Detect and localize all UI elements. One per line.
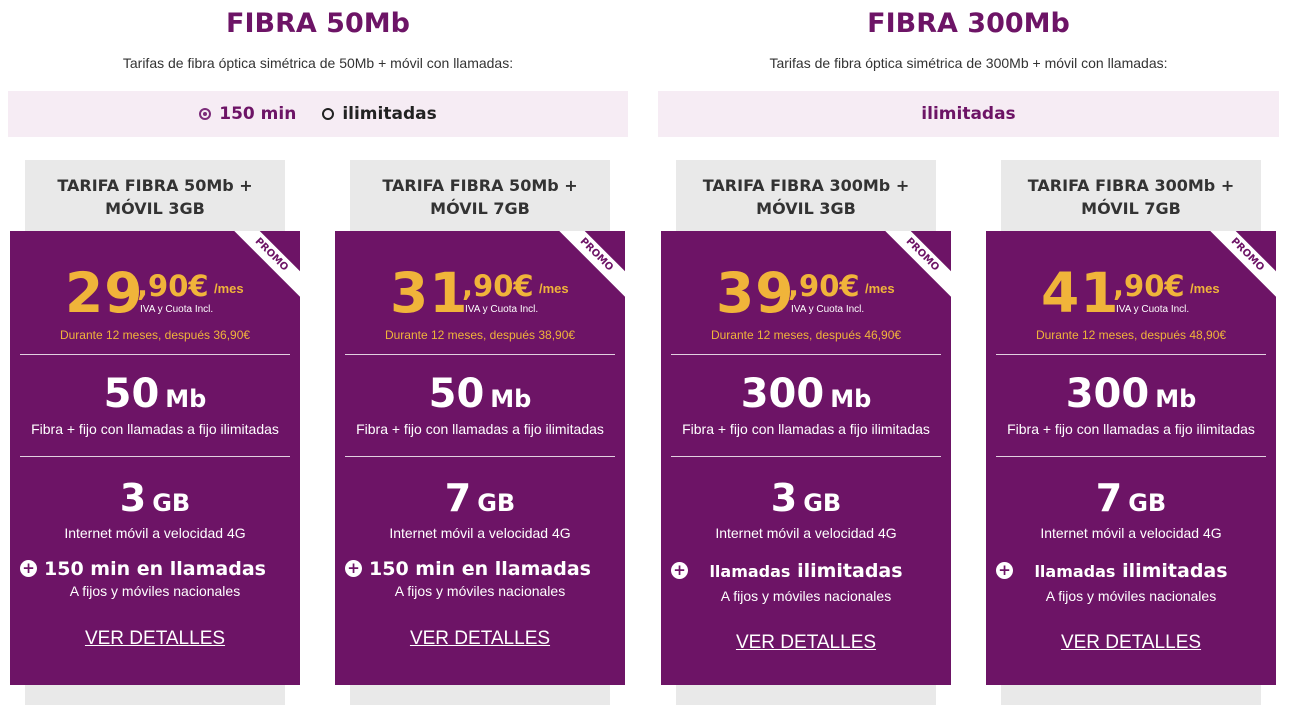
card-title-line: TARIFA FIBRA 50Mb +	[382, 176, 578, 195]
data-description: Internet móvil a velocidad 4G	[64, 525, 246, 541]
price-after-promo: Durante 12 meses, después 48,90€	[1035, 328, 1227, 342]
price-after-promo: Durante 12 meses, después 38,90€	[384, 328, 576, 342]
card-title	[676, 160, 936, 231]
card-footer	[25, 685, 285, 705]
option-150-min[interactable]	[199, 104, 296, 124]
card-title-line: TARIFA FIBRA 300Mb +	[702, 176, 910, 195]
price-decimal: ,90€	[1113, 269, 1185, 303]
option-ilimitadas[interactable]	[322, 104, 436, 124]
card-footer	[1001, 685, 1261, 705]
calls-label: 150 min en llamadas	[44, 558, 266, 580]
price-decimal: ,90€	[788, 269, 860, 303]
price-period: /mes	[865, 281, 895, 296]
price-after-promo: Durante 12 meses, después 46,90€	[710, 328, 902, 342]
mobile-data	[10, 475, 300, 529]
card-title-line: MÓVIL 3GB	[756, 199, 856, 218]
details-link[interactable]: VER DETALLES	[409, 628, 551, 649]
plus-icon: +	[671, 562, 688, 579]
speed-unit: Mb	[490, 385, 532, 413]
data-value: 7	[1095, 476, 1123, 520]
calls-feature	[671, 557, 941, 585]
speed-unit: Mb	[1155, 385, 1197, 413]
card-title-line: MÓVIL 3GB	[105, 199, 205, 218]
card-body	[10, 231, 300, 685]
calls-prefix: llamadas	[709, 562, 791, 581]
promo-ribbon: PROMO	[219, 231, 300, 307]
promo-ribbon: PROMO	[544, 231, 625, 307]
card-title	[1001, 160, 1261, 231]
calls-label: 150 min en llamadas	[369, 558, 591, 580]
radio-selected-icon[interactable]	[199, 108, 211, 120]
calls-prefix: llamadas	[1034, 562, 1116, 581]
plus-icon: +	[996, 562, 1013, 579]
price-tax-note: IVA y Cuota Incl.	[140, 304, 214, 315]
price-period: /mes	[214, 281, 244, 296]
speed-value: 300	[740, 371, 825, 417]
data-value: 3	[119, 476, 147, 520]
fiber-speed	[335, 371, 625, 425]
mobile-data	[661, 475, 951, 529]
price-tax-note: IVA y Cuota Incl.	[1116, 304, 1190, 315]
data-description: Internet móvil a velocidad 4G	[1040, 525, 1222, 541]
data-unit: GB	[803, 489, 842, 517]
card-footer	[350, 685, 610, 705]
calls-description: A fijos y móviles nacionales	[720, 588, 892, 604]
price-integer: 31	[390, 261, 469, 325]
speed-value: 50	[428, 371, 485, 417]
divider	[345, 456, 615, 457]
calls-description: A fijos y móviles nacionales	[1045, 588, 1217, 604]
price-period: /mes	[1190, 281, 1220, 296]
price-after-promo: Durante 12 meses, después 36,90€	[59, 328, 251, 342]
fiber-speed	[986, 371, 1276, 425]
section-title: FIBRA 50Mb	[226, 8, 410, 39]
price-decimal: ,90€	[462, 269, 534, 303]
price-period: /mes	[539, 281, 569, 296]
divider	[996, 354, 1266, 355]
price-block	[335, 263, 625, 323]
speed-description: Fibra + fijo con llamadas a fijo ilimitadas	[356, 421, 604, 437]
mobile-data	[986, 475, 1276, 529]
card-title	[350, 160, 610, 231]
details-link[interactable]: VER DETALLES	[84, 628, 226, 649]
speed-unit: Mb	[165, 385, 207, 413]
calls-label: ilimitadas	[1122, 560, 1228, 582]
card-title	[25, 160, 285, 231]
mobile-data	[335, 475, 625, 529]
data-unit: GB	[1128, 489, 1167, 517]
divider	[20, 354, 290, 355]
divider	[671, 456, 941, 457]
plus-icon: +	[345, 560, 362, 577]
speed-value: 50	[103, 371, 160, 417]
promo-ribbon: PROMO	[1195, 231, 1276, 307]
details-link[interactable]: VER DETALLES	[1060, 632, 1202, 653]
calls-feature	[345, 555, 615, 583]
divider	[996, 456, 1266, 457]
calls-description: A fijos y móviles nacionales	[394, 583, 566, 599]
details-link[interactable]: VER DETALLES	[735, 632, 877, 653]
section-title: FIBRA 300Mb	[867, 8, 1070, 39]
divider	[671, 354, 941, 355]
price-decimal: ,90€	[137, 269, 209, 303]
option-ilimitadas-label: ilimitadas	[921, 104, 1016, 124]
fiber-speed	[10, 371, 300, 425]
data-description: Internet móvil a velocidad 4G	[715, 525, 897, 541]
card-title-line: MÓVIL 7GB	[1081, 199, 1181, 218]
card-body	[661, 231, 951, 685]
data-description: Internet móvil a velocidad 4G	[389, 525, 571, 541]
price-integer: 39	[716, 261, 795, 325]
price-block	[10, 263, 300, 323]
section-subtitle: Tarifas de fibra óptica simétrica de 50Mb + móvil con llamadas:	[122, 55, 514, 71]
section-subtitle: Tarifas de fibra óptica simétrica de 300Mb + móvil con llamadas:	[769, 55, 1168, 71]
data-unit: GB	[477, 489, 516, 517]
speed-description: Fibra + fijo con llamadas a fijo ilimitadas	[31, 421, 279, 437]
card-body	[335, 231, 625, 685]
price-block	[661, 263, 951, 323]
price-tax-note: IVA y Cuota Incl.	[465, 304, 539, 315]
calls-option-selector	[8, 91, 628, 137]
calls-description: A fijos y móviles nacionales	[69, 583, 241, 599]
card-body	[986, 231, 1276, 685]
fiber-speed	[661, 371, 951, 425]
option-label: ilimitadas	[342, 104, 437, 124]
price-integer: 41	[1041, 261, 1120, 325]
card-footer	[676, 685, 936, 705]
option-label: 150 min	[219, 104, 297, 124]
speed-unit: Mb	[830, 385, 872, 413]
calls-option-bar	[658, 91, 1279, 137]
speed-description: Fibra + fijo con llamadas a fijo ilimitadas	[682, 421, 930, 437]
price-block	[986, 263, 1276, 323]
data-value: 7	[444, 476, 472, 520]
price-integer: 29	[65, 261, 144, 325]
card-title-line: TARIFA FIBRA 50Mb +	[57, 176, 253, 195]
speed-description: Fibra + fijo con llamadas a fijo ilimitadas	[1007, 421, 1255, 437]
card-title-line: TARIFA FIBRA 300Mb +	[1027, 176, 1235, 195]
calls-feature	[20, 555, 290, 583]
plus-icon: +	[20, 560, 37, 577]
data-value: 3	[770, 476, 798, 520]
divider	[20, 456, 290, 457]
calls-feature	[996, 557, 1266, 585]
speed-value: 300	[1065, 371, 1150, 417]
radio-unselected-icon[interactable]	[322, 108, 334, 120]
card-title-line: MÓVIL 7GB	[430, 199, 530, 218]
data-unit: GB	[152, 489, 191, 517]
calls-label: ilimitadas	[797, 560, 903, 582]
promo-ribbon: PROMO	[870, 231, 951, 307]
divider	[345, 354, 615, 355]
price-tax-note: IVA y Cuota Incl.	[791, 304, 865, 315]
